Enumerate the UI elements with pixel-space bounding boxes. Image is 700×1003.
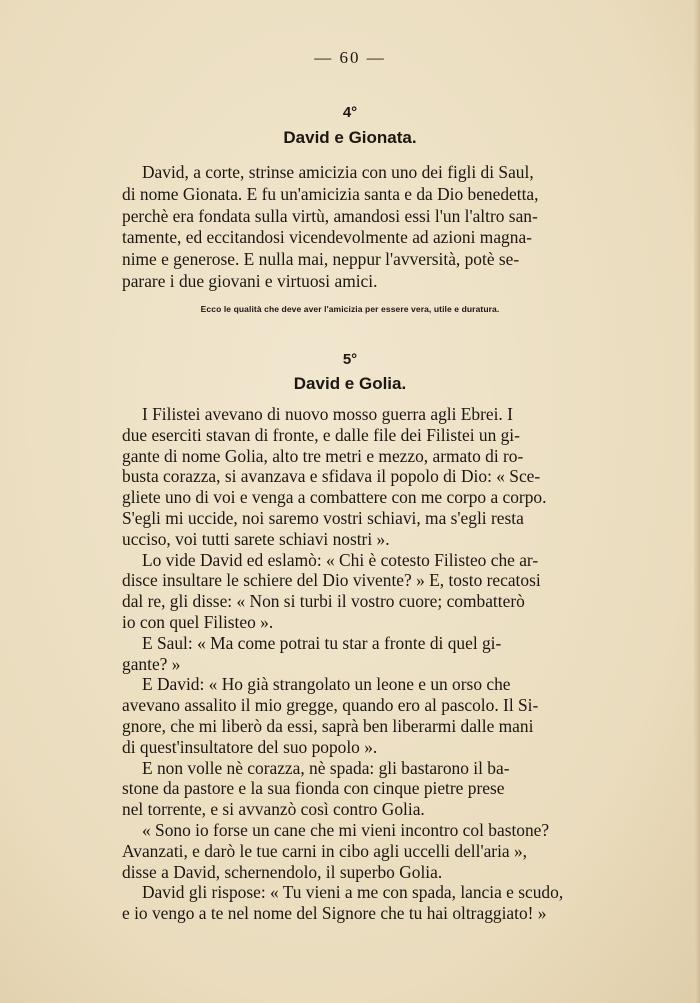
text-line: di nome Gionata. E fu un'amicizia santa e da Dio benedetta, bbox=[122, 183, 539, 204]
text-line: di quest'insultatore del suo popolo ». bbox=[122, 736, 378, 757]
section-5-title: David e Golia. bbox=[293, 374, 407, 393]
text-line: S'egli mi uccide, noi saremo vostri schiavi, ma s'egli resta bbox=[122, 507, 524, 528]
text-line: nime e generose. E nulla mai, neppur l'avversità, potè se- bbox=[122, 249, 520, 270]
text-line: gante di nome Golia, alto tre metri e mezzo, armato di ro- bbox=[122, 445, 524, 466]
section-5-text bbox=[122, 404, 616, 924]
section-4-title: David e Gionata. bbox=[283, 128, 417, 147]
text-line: « Sono io forse un cane che mi vieni incontro col bastone? bbox=[142, 819, 550, 840]
text-line: disce insultare le schiere del Dio vivente? » E, tosto recatosi bbox=[122, 570, 541, 591]
text-line: io con quel Filisteo ». bbox=[122, 611, 274, 632]
section-4-number: 4° bbox=[342, 104, 358, 121]
text-line: gante? » bbox=[122, 653, 181, 674]
text-line: gnore, che mi liberò da essi, saprà ben liberarmi dalle mani bbox=[122, 715, 534, 736]
text-line: e io vengo a te nel nome del Signore che tu hai oltraggiato! » bbox=[122, 903, 547, 924]
text-line: E David: « Ho già strangolato un leone e un orso che bbox=[142, 674, 511, 695]
text-line: I Filistei avevano di nuovo mosso guerra agli Ebrei. I bbox=[142, 404, 513, 424]
text-line: avevano assalito il mio gregge, quando ero al pascolo. Il Si- bbox=[122, 695, 539, 716]
text-line: tamente, ed eccitandosi vicendevolmente ad azioni magna- bbox=[122, 227, 532, 248]
text-line: nel torrente, e si avvanzò così contro Golia. bbox=[122, 799, 425, 820]
text-line: David, a corte, strinse amicizia con uno dei figli di Saul, bbox=[142, 162, 534, 182]
text-line: disse a David, schernendolo, il superbo Golia. bbox=[122, 861, 443, 882]
text-line: perchè era fondata sulla virtù, amandosi essi l'un l'altro san- bbox=[122, 205, 538, 226]
section-5-number: 5° bbox=[342, 351, 358, 368]
text-line: parare i due giovani e virtuosi amici. bbox=[122, 270, 378, 291]
text-line: E non volle nè corazza, nè spada: gli bastarono il ba- bbox=[142, 757, 510, 778]
section-4-note: Ecco le qualità che deve aver l'amicizia per essere vera, utile e duratura. bbox=[200, 304, 500, 314]
text-line: David gli rispose: « Tu vieni a me con spada, lancia e scudo, bbox=[142, 882, 564, 903]
text-line: E Saul: « Ma come potrai tu star a fronte di quel gi- bbox=[142, 632, 502, 653]
section-4-paragraph bbox=[122, 162, 614, 293]
text-line: busta corazza, si avanzava e sfidava il popolo di Dio: « Sce- bbox=[122, 466, 541, 487]
page-number: — 60 — bbox=[314, 48, 386, 67]
text-line: gliete uno di voi e venga a combattere con me corpo a corpo. bbox=[122, 487, 547, 508]
text-line: Lo vide David ed eslamò: « Chi è cotesto Filisteo che ar- bbox=[142, 549, 539, 570]
text-line: due eserciti stavan di fronte, e dalle file dei Filistei un gi- bbox=[122, 424, 520, 445]
page-edge bbox=[694, 0, 700, 1003]
text-line: ucciso, voi tutti sarete schiavi nostri ». bbox=[122, 528, 390, 549]
text-line: stone da pastore e la sua fionda con cinque pietre prese bbox=[122, 778, 505, 799]
text-line: Avanzati, e darò le tue carni in cibo agli uccelli dell'aria », bbox=[122, 840, 528, 861]
text-line: dal re, gli disse: « Non si turbi il vostro cuore; combatterò bbox=[122, 591, 525, 612]
